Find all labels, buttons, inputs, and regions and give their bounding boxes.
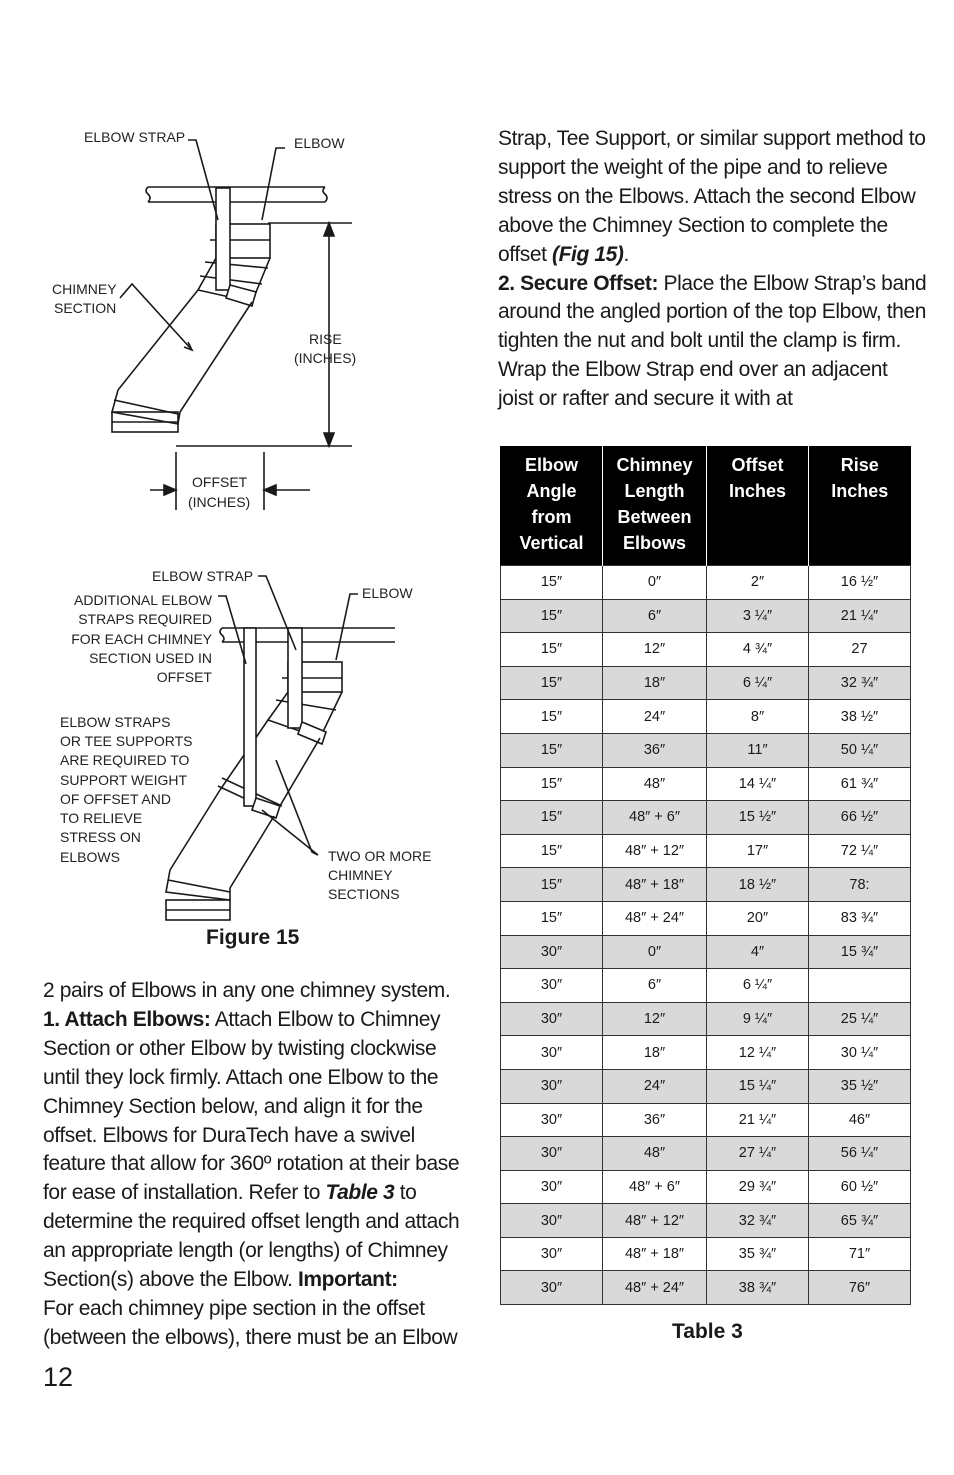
table-row bbox=[501, 633, 911, 667]
table-header-row bbox=[501, 446, 911, 566]
table-body bbox=[501, 566, 911, 1305]
label-support-7: STRESS ON bbox=[60, 829, 141, 845]
table-cell: 15″ bbox=[501, 901, 603, 935]
table-cell: 35 ¾″ bbox=[707, 1237, 809, 1271]
table-cell: 30″ bbox=[501, 1103, 603, 1137]
table-cell: 72 ¼″ bbox=[809, 834, 911, 868]
figure-15-drawing bbox=[0, 0, 480, 960]
table-cell: 30″ bbox=[501, 1137, 603, 1171]
table-row bbox=[501, 801, 911, 835]
figure-reference: (Fig 15) bbox=[552, 242, 624, 266]
label-support-5: OF OFFSET AND bbox=[60, 791, 171, 807]
table-row bbox=[501, 767, 911, 801]
table-row bbox=[501, 1036, 911, 1070]
text-span: to determine the required offset length and attach an appropriate length (or lengths) of Chimney Section(s) above the Elbow. bbox=[43, 1181, 460, 1292]
label-rise-2: (INCHES) bbox=[294, 350, 357, 366]
paragraph-pairs: 2 pairs of Elbows in any one chimney system. bbox=[43, 979, 451, 1002]
header-line: Inches bbox=[728, 481, 787, 501]
table-cell: 29 ¾″ bbox=[707, 1170, 809, 1204]
table-cell: 9 ¼″ bbox=[707, 1002, 809, 1036]
table-cell: 66 ½″ bbox=[809, 801, 911, 835]
table-row bbox=[501, 834, 911, 868]
header-line: Vertical bbox=[519, 533, 584, 553]
table-cell: 30″ bbox=[501, 1204, 603, 1238]
text-span: . bbox=[623, 242, 629, 266]
paragraph-support bbox=[498, 125, 928, 270]
label-offset-2: (INCHES) bbox=[188, 494, 251, 510]
label-rise-1: RISE bbox=[309, 331, 342, 347]
table-cell: 38 ½″ bbox=[809, 700, 911, 734]
paragraph-secure-offset bbox=[498, 270, 928, 415]
label-support-3: ARE REQUIRED TO bbox=[60, 752, 190, 768]
table-cell: 50 ¼″ bbox=[809, 733, 911, 767]
important-label: Important: bbox=[297, 1268, 398, 1292]
paragraph-attach-elbows bbox=[43, 1006, 473, 1295]
table-row bbox=[501, 666, 911, 700]
header-line: Chimney bbox=[616, 455, 693, 475]
table-cell: 15″ bbox=[501, 767, 603, 801]
table-row bbox=[501, 566, 911, 600]
text-span: Attach Elbow to Chimney Section or other Elbow by twisting clockwise until they lock firmly. Attach one Elbow to the Chimney Section below, and align it for the offset. Elbows for DuraTech have a swivel feature that allow for 360º rotation at their base for ease of installation. Refer to bbox=[43, 1007, 460, 1205]
table-row bbox=[501, 969, 911, 1003]
table-cell: 3 ¼″ bbox=[707, 599, 809, 633]
table-cell: 36″ bbox=[603, 733, 707, 767]
table-cell: 6″ bbox=[603, 969, 707, 1003]
label-support-2: OR TEE SUPPORTS bbox=[60, 733, 193, 749]
label-two-or-more-1: TWO OR MORE bbox=[328, 848, 432, 864]
header-line: Length bbox=[624, 481, 685, 501]
right-column-text bbox=[498, 125, 928, 414]
table-cell: 78: bbox=[809, 868, 911, 902]
header-line: Inches bbox=[831, 481, 889, 501]
label-additional-3: FOR EACH CHIMNEY bbox=[71, 631, 212, 647]
table-cell: 4 ¾″ bbox=[707, 633, 809, 667]
label-support-6: TO RELIEVE bbox=[60, 810, 143, 826]
table-cell: 15″ bbox=[501, 733, 603, 767]
table-cell: 0″ bbox=[603, 566, 707, 600]
table-cell: 15″ bbox=[501, 834, 603, 868]
table-cell: 76″ bbox=[809, 1271, 911, 1305]
table-row bbox=[501, 935, 911, 969]
table-cell: 32 ¾″ bbox=[809, 666, 911, 700]
table-cell: 6″ bbox=[603, 599, 707, 633]
table-row bbox=[501, 1204, 911, 1238]
label-additional-4: SECTION USED IN bbox=[89, 650, 212, 666]
label-two-or-more-2: CHIMNEY bbox=[328, 867, 393, 883]
table-cell: 15 ¼″ bbox=[707, 1069, 809, 1103]
label-elbow-top: ELBOW bbox=[294, 135, 345, 151]
table-cell: 24″ bbox=[603, 1069, 707, 1103]
table-cell: 71″ bbox=[809, 1237, 911, 1271]
table-cell: 15″ bbox=[501, 666, 603, 700]
table-row bbox=[501, 868, 911, 902]
header-line: Offset bbox=[731, 455, 784, 475]
header-elbow-angle bbox=[501, 446, 603, 566]
step-heading: 2. Secure Offset: bbox=[498, 271, 659, 295]
label-additional-2: STRAPS REQUIRED bbox=[78, 611, 212, 627]
table-cell: 15″ bbox=[501, 566, 603, 600]
header-line: from bbox=[531, 507, 572, 527]
table-cell: 48″ + 6″ bbox=[603, 801, 707, 835]
table-row bbox=[501, 1170, 911, 1204]
label-chimney-section-1: CHIMNEY bbox=[52, 281, 117, 297]
table-cell: 30 ¼″ bbox=[809, 1036, 911, 1070]
table-cell: 48″ + 12″ bbox=[603, 834, 707, 868]
table-cell: 21 ¼″ bbox=[707, 1103, 809, 1137]
table-cell: 15 ¾″ bbox=[809, 935, 911, 969]
table-cell: 65 ¾″ bbox=[809, 1204, 911, 1238]
table-caption: Table 3 bbox=[672, 1320, 743, 1343]
label-support-8: ELBOWS bbox=[60, 849, 120, 865]
table-cell: 6 ¼″ bbox=[707, 666, 809, 700]
table-cell: 15 ½″ bbox=[707, 801, 809, 835]
table-cell: 32 ¾″ bbox=[707, 1204, 809, 1238]
table-cell: 56 ¼″ bbox=[809, 1137, 911, 1171]
table-cell: 48″ + 6″ bbox=[603, 1170, 707, 1204]
label-support-1: ELBOW STRAPS bbox=[60, 714, 171, 730]
table-row bbox=[501, 1103, 911, 1137]
table-cell: 15″ bbox=[501, 868, 603, 902]
table-cell: 12″ bbox=[603, 633, 707, 667]
table-cell: 18 ½″ bbox=[707, 868, 809, 902]
table-cell: 61 ¾″ bbox=[809, 767, 911, 801]
table-cell: 14 ¼″ bbox=[707, 767, 809, 801]
header-line: Elbow bbox=[525, 455, 578, 475]
table-row bbox=[501, 599, 911, 633]
label-chimney-section-2: SECTION bbox=[54, 300, 117, 316]
table-cell: 12 ¼″ bbox=[707, 1036, 809, 1070]
table-cell: 46″ bbox=[809, 1103, 911, 1137]
table-cell: 48″ bbox=[603, 1137, 707, 1171]
table-row bbox=[501, 1002, 911, 1036]
table-cell: 48″ + 24″ bbox=[603, 1271, 707, 1305]
label-elbow-strap-top: ELBOW STRAP bbox=[84, 129, 186, 145]
table-cell: 0″ bbox=[603, 935, 707, 969]
step-heading: 1. Attach Elbows: bbox=[43, 1007, 211, 1031]
table-row bbox=[501, 1137, 911, 1171]
label-additional-1: ADDITIONAL ELBOW bbox=[74, 592, 212, 608]
table-cell: 38 ¾″ bbox=[707, 1271, 809, 1305]
table-cell: 48″ + 18″ bbox=[603, 1237, 707, 1271]
table-cell: 48″ + 18″ bbox=[603, 868, 707, 902]
table-cell: 15″ bbox=[501, 801, 603, 835]
table-cell: 18″ bbox=[603, 1036, 707, 1070]
table-cell: 27 ¼″ bbox=[707, 1137, 809, 1171]
paragraph-important: For each chimney pipe section in the offset (between the elbows), there must be an Elbow bbox=[43, 1296, 458, 1349]
table-row bbox=[501, 1069, 911, 1103]
table-cell: 35 ½″ bbox=[809, 1069, 911, 1103]
header-line: Angle bbox=[526, 481, 577, 501]
table-cell: 15″ bbox=[501, 700, 603, 734]
table-cell: 30″ bbox=[501, 935, 603, 969]
header-line: Elbows bbox=[622, 533, 686, 553]
table-cell: 30″ bbox=[501, 1237, 603, 1271]
table-cell: 60 ½″ bbox=[809, 1170, 911, 1204]
table-cell: 15″ bbox=[501, 599, 603, 633]
table-cell: 30″ bbox=[501, 1271, 603, 1305]
label-elbow-strap-bottom: ELBOW STRAP bbox=[152, 568, 254, 584]
table-cell: 27 bbox=[809, 633, 911, 667]
table-cell: 11″ bbox=[707, 733, 809, 767]
table-cell: 25 ¼″ bbox=[809, 1002, 911, 1036]
table-cell: 8″ bbox=[707, 700, 809, 734]
header-line: Rise bbox=[840, 455, 879, 475]
label-two-or-more-3: SECTIONS bbox=[328, 886, 400, 902]
table-cell: 2″ bbox=[707, 566, 809, 600]
table-row bbox=[501, 901, 911, 935]
table-cell: 16 ½″ bbox=[809, 566, 911, 600]
table-cell: 6 ¼″ bbox=[707, 969, 809, 1003]
table-cell: 83 ¾″ bbox=[809, 901, 911, 935]
table-cell: 30″ bbox=[501, 969, 603, 1003]
table-cell: 15″ bbox=[501, 633, 603, 667]
header-rise bbox=[809, 446, 911, 566]
table-cell: 12″ bbox=[603, 1002, 707, 1036]
label-additional-5: OFFSET bbox=[156, 669, 212, 685]
table-row bbox=[501, 1237, 911, 1271]
table-cell: 17″ bbox=[707, 834, 809, 868]
label-elbow-bottom: ELBOW bbox=[362, 585, 413, 601]
left-column-text bbox=[43, 977, 473, 1353]
table-cell: 30″ bbox=[501, 1036, 603, 1070]
header-offset bbox=[707, 446, 809, 566]
table-cell: 48″ bbox=[603, 767, 707, 801]
table-row bbox=[501, 1271, 911, 1305]
header-chimney-length bbox=[603, 446, 707, 566]
table-row bbox=[501, 700, 911, 734]
table-cell: 48″ + 24″ bbox=[603, 901, 707, 935]
header-line: Between bbox=[617, 507, 692, 527]
label-support-4: SUPPORT WEIGHT bbox=[60, 772, 188, 788]
table-cell: 30″ bbox=[501, 1002, 603, 1036]
table-reference: Table 3 bbox=[325, 1181, 395, 1205]
label-offset-1: OFFSET bbox=[192, 474, 248, 490]
text-span: Place the Elbow Strap’s band around the angled portion of the top Elbow, then tighten the nut and bolt until the clamp is firm. Wrap the Elbow Strap end over an adjacent joist or rafter and secure it with at bbox=[498, 271, 927, 411]
offset-rise-table bbox=[500, 446, 911, 1305]
page-number: 12 bbox=[43, 1362, 74, 1392]
table-cell: 18″ bbox=[603, 666, 707, 700]
table-cell: 48″ + 12″ bbox=[603, 1204, 707, 1238]
table-cell: 30″ bbox=[501, 1069, 603, 1103]
table-cell: 30″ bbox=[501, 1170, 603, 1204]
table-cell: 21 ¼″ bbox=[809, 599, 911, 633]
table-row bbox=[501, 733, 911, 767]
table-cell: 4″ bbox=[707, 935, 809, 969]
table-cell bbox=[809, 969, 911, 1003]
table-cell: 20″ bbox=[707, 901, 809, 935]
figure-caption: Figure 15 bbox=[206, 926, 300, 949]
text-span: Strap, Tee Support, or similar support method to support the weight of the pipe and to relieve stress on the Elbows. Attach the second Elbow above the Chimney Section to complete the offset bbox=[498, 127, 926, 266]
table-cell: 24″ bbox=[603, 700, 707, 734]
table-cell: 36″ bbox=[603, 1103, 707, 1137]
